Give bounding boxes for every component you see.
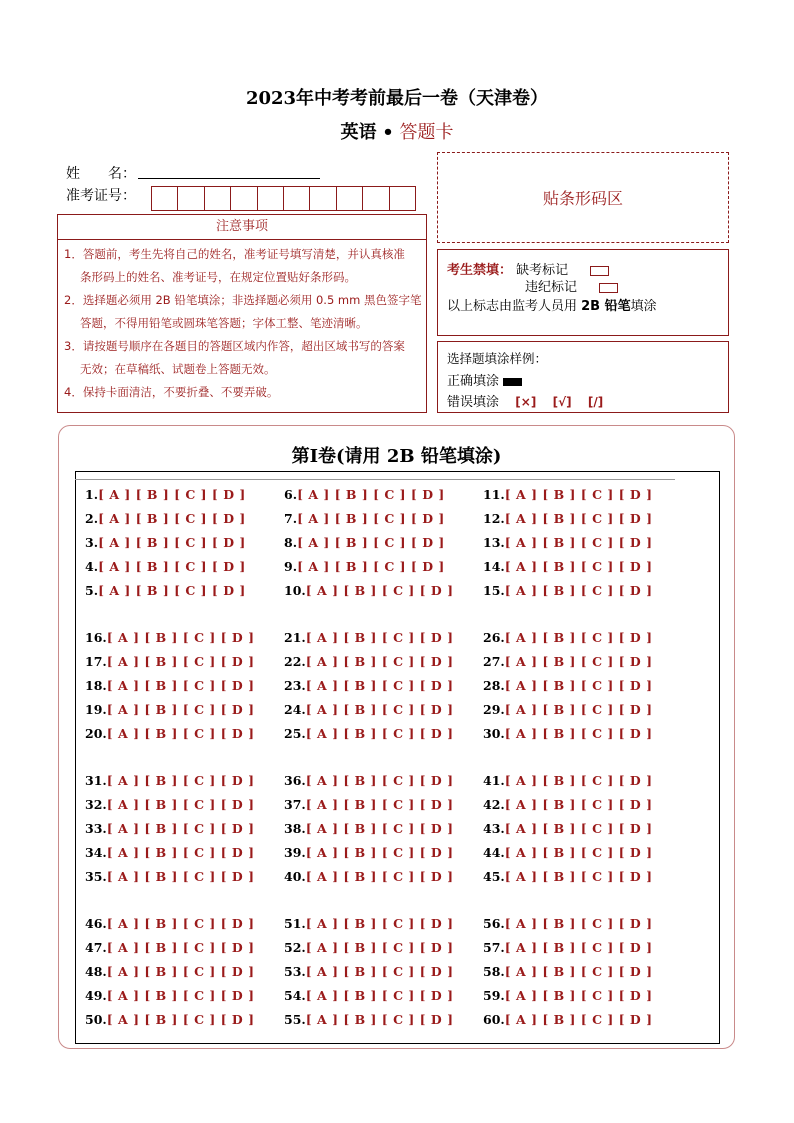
question-number: 36 [284, 773, 302, 788]
answer-options[interactable]: [ A ] [ B ] [ C ] [ D ] [504, 773, 653, 788]
question-59[interactable]: 59.[ A ] [ B ] [ C ] [ D ] [483, 988, 653, 1003]
sample-title: 选择题填涂样例： [447, 351, 548, 366]
answer-options[interactable]: [ A ] [ B ] [ C ] [ D ] [98, 535, 246, 550]
question-number: 3 [85, 535, 94, 550]
question-43[interactable]: 43.[ A ] [ B ] [ C ] [ D ] [483, 821, 653, 836]
absent-label: 缺考标记 [516, 263, 569, 278]
question-39[interactable]: 39.[ A ] [ B ] [ C ] [ D ] [284, 845, 454, 860]
question-18[interactable]: 18.[ A ] [ B ] [ C ] [ D ] [85, 678, 255, 693]
question-number: 7 [284, 511, 293, 526]
question-number: 32 [85, 797, 103, 812]
answer-options[interactable]: [ A ] [ B ] [ C ] [ D ] [305, 702, 454, 717]
answer-options[interactable]: [ A ] [ B ] [ C ] [ D ] [106, 773, 255, 788]
question-number: 8 [284, 535, 293, 550]
notice-title: 注意事项 [58, 215, 426, 240]
answer-options[interactable]: [ A ] [ B ] [ C ] [ D ] [305, 797, 454, 812]
answer-options[interactable]: [ A ] [ B ] [ C ] [ D ] [106, 869, 255, 884]
answer-options[interactable]: [ A ] [ B ] [ C ] [ D ] [106, 845, 255, 860]
id-digit-box[interactable] [390, 187, 415, 210]
question-number: 53 [284, 964, 302, 979]
question-17[interactable]: 17.[ A ] [ B ] [ C ] [ D ] [85, 654, 255, 669]
answer-options[interactable]: [ A ] [ B ] [ C ] [ D ] [305, 988, 454, 1003]
question-51[interactable]: 51.[ A ] [ B ] [ C ] [ D ] [284, 916, 454, 931]
answer-options[interactable]: [ A ] [ B ] [ C ] [ D ] [106, 964, 255, 979]
absent-mark-box[interactable] [590, 266, 609, 276]
answer-options[interactable]: [ A ] [ B ] [ C ] [ D ] [504, 797, 653, 812]
question-3[interactable]: 3.[ A ] [ B ] [ C ] [ D ] [85, 535, 246, 550]
answer-options[interactable]: [ A ] [ B ] [ C ] [ D ] [297, 487, 445, 502]
question-25[interactable]: 25.[ A ] [ B ] [ C ] [ D ] [284, 726, 454, 741]
question-15[interactable]: 15.[ A ] [ B ] [ C ] [ D ] [483, 583, 653, 598]
question-54[interactable]: 54.[ A ] [ B ] [ C ] [ D ] [284, 988, 454, 1003]
answer-options[interactable]: [ A ] [ B ] [ C ] [ D ] [305, 726, 454, 741]
question-8[interactable]: 8.[ A ] [ B ] [ C ] [ D ] [284, 535, 445, 550]
wrong-mark: [/] [587, 395, 604, 409]
question-number: 9 [284, 559, 293, 574]
notice-panel [57, 214, 427, 413]
card-subtitle [0, 118, 794, 144]
question-number: 50 [85, 1012, 103, 1027]
question-number: 20 [85, 726, 103, 741]
answer-options[interactable]: [ A ] [ B ] [ C ] [ D ] [504, 630, 653, 645]
answer-options[interactable]: [ A ] [ B ] [ C ] [ D ] [504, 583, 653, 598]
answer-options[interactable]: [ A ] [ B ] [ C ] [ D ] [98, 487, 246, 502]
question-30[interactable]: 30.[ A ] [ B ] [ C ] [ D ] [483, 726, 653, 741]
question-number: 41 [483, 773, 501, 788]
name-field[interactable] [138, 178, 320, 179]
question-37[interactable]: 37.[ A ] [ B ] [ C ] [ D ] [284, 797, 454, 812]
question-number: 16 [85, 630, 103, 645]
question-number: 57 [483, 940, 501, 955]
answer-options[interactable]: [ A ] [ B ] [ C ] [ D ] [106, 916, 255, 931]
question-number: 29 [483, 702, 501, 717]
answer-options[interactable]: [ A ] [ B ] [ C ] [ D ] [305, 1012, 454, 1027]
notice-item: 4．保持卡面清洁，不要折叠、不要弄破。 [64, 385, 279, 399]
card-label: 答题卡 [399, 122, 454, 143]
question-53[interactable]: 53.[ A ] [ B ] [ C ] [ D ] [284, 964, 454, 979]
question-36[interactable]: 36.[ A ] [ B ] [ C ] [ D ] [284, 773, 454, 788]
answer-options[interactable]: [ A ] [ B ] [ C ] [ D ] [106, 940, 255, 955]
answer-options[interactable]: [ A ] [ B ] [ C ] [ D ] [98, 511, 246, 526]
question-number: 2 [85, 511, 94, 526]
question-31[interactable]: 31.[ A ] [ B ] [ C ] [ D ] [85, 773, 255, 788]
id-digit-box[interactable] [337, 187, 363, 210]
correct-fill-sample [503, 378, 522, 386]
question-number: 39 [284, 845, 302, 860]
question-number: 6 [284, 487, 293, 502]
question-23[interactable]: 23.[ A ] [ B ] [ C ] [ D ] [284, 678, 454, 693]
question-number: 28 [483, 678, 501, 693]
section-one [58, 425, 735, 1049]
answer-options[interactable]: [ A ] [ B ] [ C ] [ D ] [305, 940, 454, 955]
answer-options[interactable]: [ A ] [ B ] [ C ] [ D ] [305, 583, 454, 598]
question-46[interactable]: 46.[ A ] [ B ] [ C ] [ D ] [85, 916, 255, 931]
answer-options[interactable]: [ A ] [ B ] [ C ] [ D ] [305, 654, 454, 669]
answer-options[interactable]: [ A ] [ B ] [ C ] [ D ] [305, 630, 454, 645]
fill-sample-panel [437, 341, 729, 413]
question-number: 59 [483, 988, 501, 1003]
proctor-panel [437, 249, 729, 336]
question-21[interactable]: 21.[ A ] [ B ] [ C ] [ D ] [284, 630, 454, 645]
id-digit-box[interactable] [178, 187, 204, 210]
name-label: 姓 名： [66, 166, 136, 182]
question-60[interactable]: 60.[ A ] [ B ] [ C ] [ D ] [483, 1012, 653, 1027]
question-48[interactable]: 48.[ A ] [ B ] [ C ] [ D ] [85, 964, 255, 979]
divider [75, 479, 675, 480]
barcode-area [437, 152, 729, 243]
id-digit-box[interactable] [231, 187, 257, 210]
question-number: 52 [284, 940, 302, 955]
question-number: 4 [85, 559, 94, 574]
question-number: 33 [85, 821, 103, 836]
question-number: 5 [85, 583, 94, 598]
question-number: 44 [483, 845, 501, 860]
question-13[interactable]: 13.[ A ] [ B ] [ C ] [ D ] [483, 535, 653, 550]
question-58[interactable]: 58.[ A ] [ B ] [ C ] [ D ] [483, 964, 653, 979]
question-57[interactable]: 57.[ A ] [ B ] [ C ] [ D ] [483, 940, 653, 955]
question-27[interactable]: 27.[ A ] [ B ] [ C ] [ D ] [483, 654, 653, 669]
question-6[interactable]: 6.[ A ] [ B ] [ C ] [ D ] [284, 487, 445, 502]
answer-options[interactable]: [ A ] [ B ] [ C ] [ D ] [106, 726, 255, 741]
violation-label: 违纪标记 [525, 280, 578, 295]
answer-options[interactable]: [ A ] [ B ] [ C ] [ D ] [504, 821, 653, 836]
answer-grid [75, 471, 720, 1044]
notice-item: 1．答题前，考生先将自己的姓名，准考证号填写清楚，并认真核准 条形码上的姓名、准考证号，在规定位置贴好条形码。 [64, 247, 405, 284]
question-22[interactable]: 22.[ A ] [ B ] [ C ] [ D ] [284, 654, 454, 669]
answer-options[interactable]: [ A ] [ B ] [ C ] [ D ] [504, 726, 653, 741]
answer-options[interactable]: [ A ] [ B ] [ C ] [ D ] [504, 511, 653, 526]
answer-options[interactable]: [ A ] [ B ] [ C ] [ D ] [504, 1012, 653, 1027]
question-number: 43 [483, 821, 501, 836]
id-digit-box[interactable] [258, 187, 284, 210]
wrong-mark: [√] [552, 395, 572, 409]
question-34[interactable]: 34.[ A ] [ B ] [ C ] [ D ] [85, 845, 255, 860]
question-number: 60 [483, 1012, 501, 1027]
answer-options[interactable]: [ A ] [ B ] [ C ] [ D ] [106, 797, 255, 812]
question-number: 38 [284, 821, 302, 836]
notice-item: 3．请按题号顺序在各题目的答题区域内作答，超出区域书写的答案 无效；在草稿纸、试题卷上答题无效。 [64, 339, 405, 376]
answer-options[interactable]: [ A ] [ B ] [ C ] [ D ] [106, 678, 255, 693]
section-title: 第Ⅰ卷(请用 2B 铅笔填涂) [291, 446, 502, 467]
answer-options[interactable]: [ A ] [ B ] [ C ] [ D ] [504, 535, 653, 550]
question-number: 35 [85, 869, 103, 884]
question-10[interactable]: 10.[ A ] [ B ] [ C ] [ D ] [284, 583, 454, 598]
question-24[interactable]: 24.[ A ] [ B ] [ C ] [ D ] [284, 702, 454, 717]
question-number: 55 [284, 1012, 302, 1027]
question-number: 12 [483, 511, 501, 526]
question-number: 46 [85, 916, 103, 931]
question-number: 54 [284, 988, 302, 1003]
question-number: 14 [483, 559, 501, 574]
question-11[interactable]: 11.[ A ] [ B ] [ C ] [ D ] [483, 487, 653, 502]
question-42[interactable]: 42.[ A ] [ B ] [ C ] [ D ] [483, 797, 653, 812]
question-5[interactable]: 5.[ A ] [ B ] [ C ] [ D ] [85, 583, 246, 598]
answer-options[interactable]: [ A ] [ B ] [ C ] [ D ] [297, 535, 445, 550]
answer-options[interactable]: [ A ] [ B ] [ C ] [ D ] [504, 964, 653, 979]
answer-options[interactable]: [ A ] [ B ] [ C ] [ D ] [106, 988, 255, 1003]
answer-options[interactable]: [ A ] [ B ] [ C ] [ D ] [504, 869, 653, 884]
question-number: 25 [284, 726, 302, 741]
subject-label: 英语 [340, 122, 377, 143]
question-number: 18 [85, 678, 103, 693]
question-38[interactable]: 38.[ A ] [ B ] [ C ] [ D ] [284, 821, 454, 836]
question-number: 58 [483, 964, 501, 979]
answer-options[interactable]: [ A ] [ B ] [ C ] [ D ] [504, 678, 653, 693]
question-number: 30 [483, 726, 501, 741]
question-4[interactable]: 4.[ A ] [ B ] [ C ] [ D ] [85, 559, 246, 574]
question-19[interactable]: 19.[ A ] [ B ] [ C ] [ D ] [85, 702, 255, 717]
question-47[interactable]: 47.[ A ] [ B ] [ C ] [ D ] [85, 940, 255, 955]
question-number: 56 [483, 916, 501, 931]
question-number: 49 [85, 988, 103, 1003]
answer-options[interactable]: [ A ] [ B ] [ C ] [ D ] [305, 773, 454, 788]
answer-options[interactable]: [ A ] [ B ] [ C ] [ D ] [305, 678, 454, 693]
question-40[interactable]: 40.[ A ] [ B ] [ C ] [ D ] [284, 869, 454, 884]
proctor-title: 考生禁填： [447, 263, 513, 278]
question-2[interactable]: 2.[ A ] [ B ] [ C ] [ D ] [85, 511, 246, 526]
answer-options[interactable]: [ A ] [ B ] [ C ] [ D ] [106, 1012, 255, 1027]
answer-options[interactable]: [ A ] [ B ] [ C ] [ D ] [504, 559, 653, 574]
answer-options[interactable]: [ A ] [ B ] [ C ] [ D ] [106, 821, 255, 836]
answer-options[interactable]: [ A ] [ B ] [ C ] [ D ] [106, 630, 255, 645]
answer-options[interactable]: [ A ] [ B ] [ C ] [ D ] [305, 916, 454, 931]
answer-options[interactable]: [ A ] [ B ] [ C ] [ D ] [504, 940, 653, 955]
question-55[interactable]: 55.[ A ] [ B ] [ C ] [ D ] [284, 1012, 454, 1027]
question-number: 34 [85, 845, 103, 860]
answer-options[interactable]: [ A ] [ B ] [ C ] [ D ] [98, 559, 246, 574]
question-number: 17 [85, 654, 103, 669]
question-14[interactable]: 14.[ A ] [ B ] [ C ] [ D ] [483, 559, 653, 574]
question-number: 51 [284, 916, 302, 931]
question-number: 31 [85, 773, 103, 788]
question-12[interactable]: 12.[ A ] [ B ] [ C ] [ D ] [483, 511, 653, 526]
answer-options[interactable]: [ A ] [ B ] [ C ] [ D ] [106, 654, 255, 669]
question-35[interactable]: 35.[ A ] [ B ] [ C ] [ D ] [85, 869, 255, 884]
question-45[interactable]: 45.[ A ] [ B ] [ C ] [ D ] [483, 869, 653, 884]
question-44[interactable]: 44.[ A ] [ B ] [ C ] [ D ] [483, 845, 653, 860]
question-9[interactable]: 9.[ A ] [ B ] [ C ] [ D ] [284, 559, 445, 574]
question-number: 1 [85, 487, 94, 502]
question-number: 26 [483, 630, 501, 645]
answer-options[interactable]: [ A ] [ B ] [ C ] [ D ] [504, 654, 653, 669]
answer-options[interactable]: [ A ] [ B ] [ C ] [ D ] [106, 702, 255, 717]
question-number: 40 [284, 869, 302, 884]
question-number: 23 [284, 678, 302, 693]
question-1[interactable]: 1.[ A ] [ B ] [ C ] [ D ] [85, 487, 246, 502]
question-number: 10 [284, 583, 302, 598]
id-digit-box[interactable] [310, 187, 336, 210]
answer-options[interactable]: [ A ] [ B ] [ C ] [ D ] [504, 845, 653, 860]
exam-title: 2023年中考考前最后一卷（天津卷） [245, 88, 549, 109]
question-28[interactable]: 28.[ A ] [ B ] [ C ] [ D ] [483, 678, 653, 693]
answer-options[interactable]: [ A ] [ B ] [ C ] [ D ] [297, 511, 445, 526]
id-digit-box[interactable] [205, 187, 231, 210]
answer-options[interactable]: [ A ] [ B ] [ C ] [ D ] [305, 821, 454, 836]
question-7[interactable]: 7.[ A ] [ B ] [ C ] [ D ] [284, 511, 445, 526]
question-52[interactable]: 52.[ A ] [ B ] [ C ] [ D ] [284, 940, 454, 955]
answer-options[interactable]: [ A ] [ B ] [ C ] [ D ] [504, 988, 653, 1003]
question-41[interactable]: 41.[ A ] [ B ] [ C ] [ D ] [483, 773, 653, 788]
answer-options[interactable]: [ A ] [ B ] [ C ] [ D ] [305, 869, 454, 884]
wrong-label: 错误填涂 [447, 395, 500, 410]
answer-options[interactable]: [ A ] [ B ] [ C ] [ D ] [305, 845, 454, 860]
violation-mark-box[interactable] [599, 283, 618, 293]
answer-options[interactable]: [ A ] [ B ] [ C ] [ D ] [504, 916, 653, 931]
subtitle-dot: • [382, 122, 394, 143]
answer-options[interactable]: [ A ] [ B ] [ C ] [ D ] [98, 583, 246, 598]
answer-options[interactable]: [ A ] [ B ] [ C ] [ D ] [504, 702, 653, 717]
question-number: 48 [85, 964, 103, 979]
id-digit-box[interactable] [363, 187, 389, 210]
question-number: 42 [483, 797, 501, 812]
question-29[interactable]: 29.[ A ] [ B ] [ C ] [ D ] [483, 702, 653, 717]
question-50[interactable]: 50.[ A ] [ B ] [ C ] [ D ] [85, 1012, 255, 1027]
id-digit-box[interactable] [284, 187, 310, 210]
question-number: 45 [483, 869, 501, 884]
question-number: 47 [85, 940, 103, 955]
question-number: 15 [483, 583, 501, 598]
question-number: 27 [483, 654, 501, 669]
question-32[interactable]: 32.[ A ] [ B ] [ C ] [ D ] [85, 797, 255, 812]
answer-options[interactable]: [ A ] [ B ] [ C ] [ D ] [305, 964, 454, 979]
question-20[interactable]: 20.[ A ] [ B ] [ C ] [ D ] [85, 726, 255, 741]
wrong-mark: [×] [515, 395, 537, 409]
id-label: 准考证号： [66, 188, 136, 204]
question-number: 37 [284, 797, 302, 812]
id-digit-box[interactable] [152, 187, 178, 210]
answer-options[interactable]: [ A ] [ B ] [ C ] [ D ] [504, 487, 653, 502]
proctor-note: 以上标志由监考人员用 2B 铅笔填涂 [447, 299, 657, 314]
question-number: 21 [284, 630, 302, 645]
question-33[interactable]: 33.[ A ] [ B ] [ C ] [ D ] [85, 821, 255, 836]
question-56[interactable]: 56.[ A ] [ B ] [ C ] [ D ] [483, 916, 653, 931]
question-number: 13 [483, 535, 501, 550]
notice-item: 2．选择题必须用 2B 铅笔填涂；非选择题必须用 0.5 mm 黑色签字笔 答题，不得用铅笔或圆珠笔答题；字体工整、笔迹清晰。 [64, 293, 422, 330]
question-number: 22 [284, 654, 302, 669]
correct-label: 正确填涂 [447, 374, 500, 389]
barcode-label: 贴条形码区 [542, 189, 623, 208]
question-26[interactable]: 26.[ A ] [ B ] [ C ] [ D ] [483, 630, 653, 645]
question-49[interactable]: 49.[ A ] [ B ] [ C ] [ D ] [85, 988, 255, 1003]
exam-id-boxes[interactable] [151, 186, 416, 211]
question-number: 19 [85, 702, 103, 717]
question-number: 11 [483, 487, 501, 502]
answer-options[interactable]: [ A ] [ B ] [ C ] [ D ] [297, 559, 445, 574]
question-16[interactable]: 16.[ A ] [ B ] [ C ] [ D ] [85, 630, 255, 645]
question-number: 24 [284, 702, 302, 717]
